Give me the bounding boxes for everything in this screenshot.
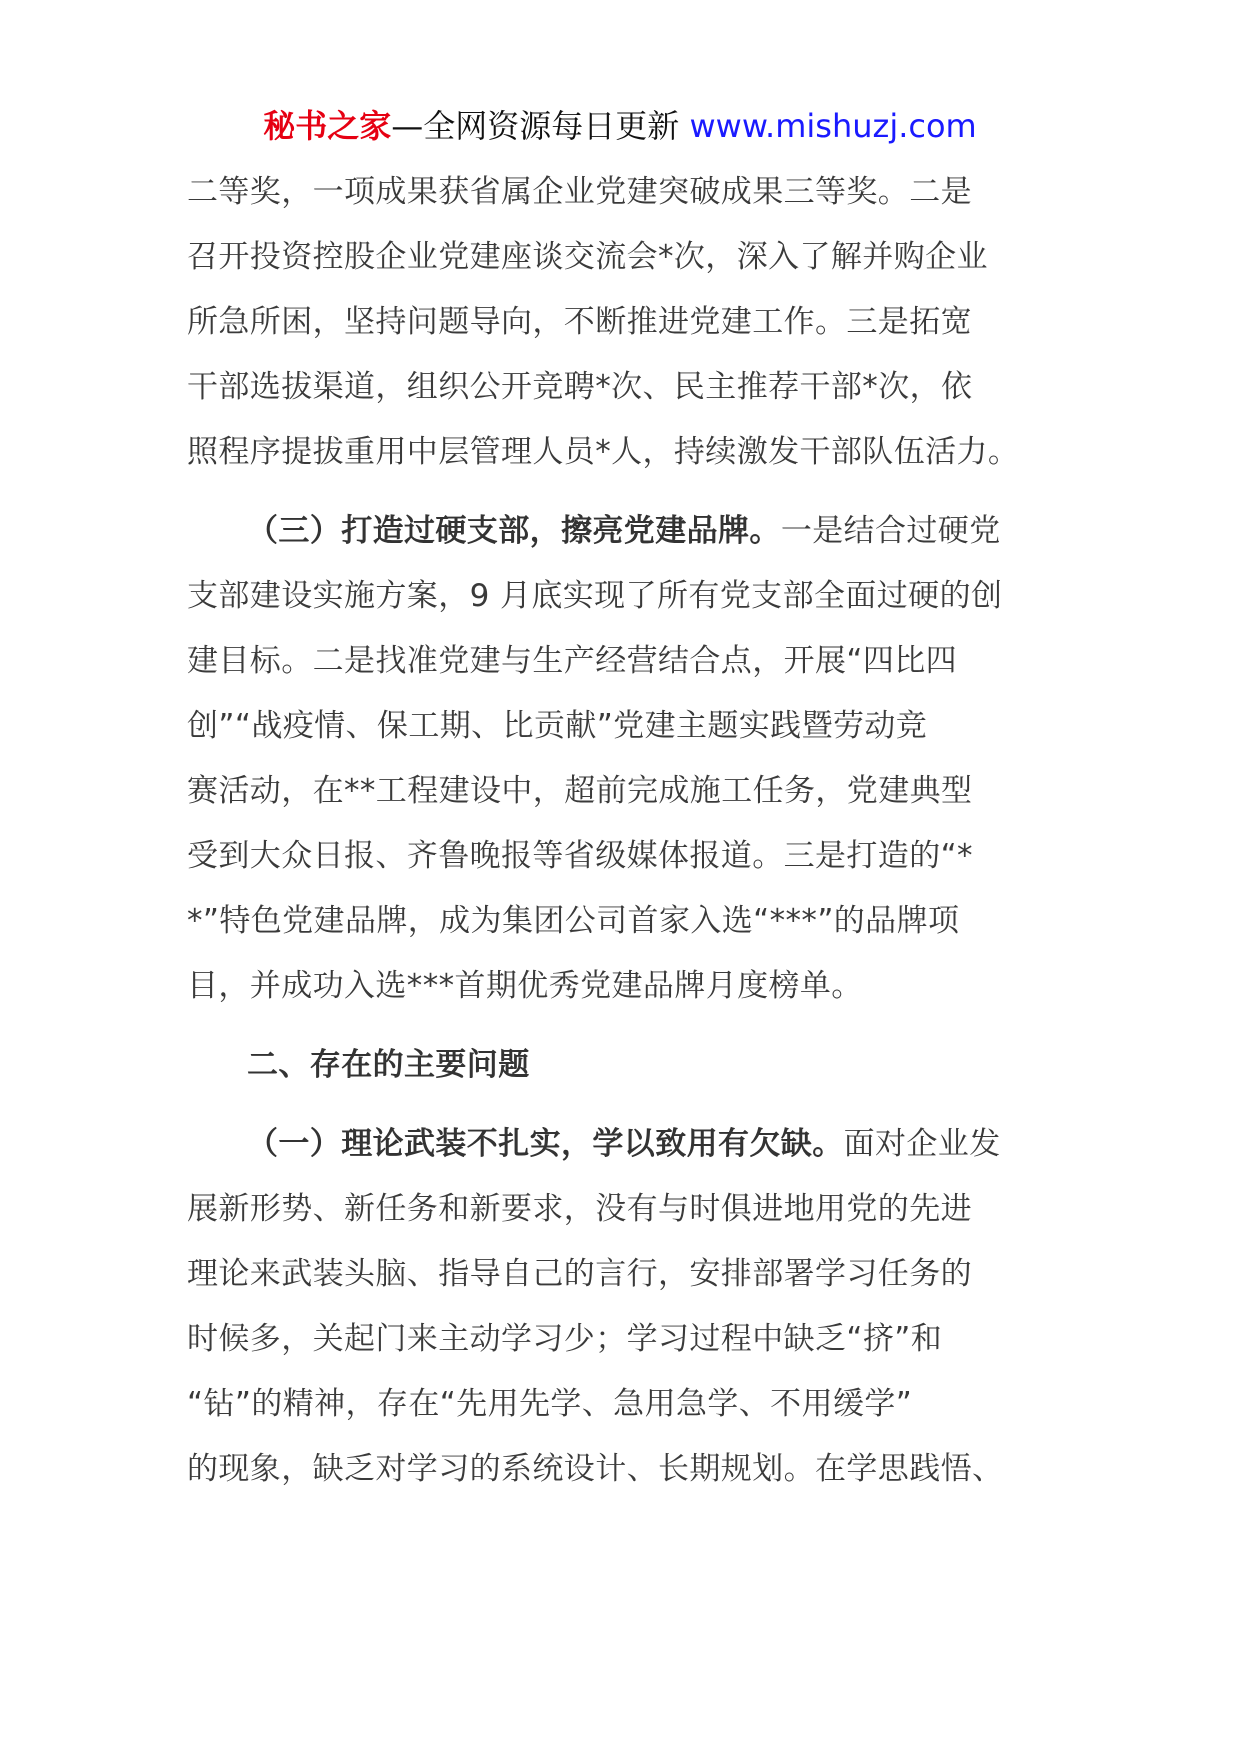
text-line: *”特色党建品牌，成为集团公司首家入选“***”的品牌项 <box>187 903 960 939</box>
text-run: 一是结合过硬党 <box>780 513 1001 549</box>
text-line: 时候多，关起门来主动学习少；学习过程中缺乏“挤”和 <box>187 1321 943 1357</box>
text-line: 二等奖，一项成果获省属企业党建突破成果三等奖。二是 <box>187 174 972 210</box>
site-header <box>0 104 1240 148</box>
header-slogan: —全网资源每日更新 <box>391 107 680 145</box>
brand-name: 秘书之家 <box>263 107 392 145</box>
text-line: 创”“战疫情、保工期、比贡献”党建主题实践暨劳动竞 <box>187 708 928 744</box>
paragraph-achievements <box>187 160 1057 485</box>
text-line: 召开投资控股企业党建座谈交流会*次，深入了解并购企业 <box>187 239 988 275</box>
paragraph-theory-study <box>187 1112 1057 1502</box>
text-run: 面对企业发 <box>843 1126 1001 1162</box>
document-body <box>187 160 1057 1502</box>
text-line: 理论来武装头脑、指导自己的言行，安排部署学习任务的 <box>187 1256 972 1292</box>
text-line: “钻”的精神，存在“先用先学、急用急学、不用缓学” <box>187 1386 913 1422</box>
section-heading: 二、存在的主要问题 <box>247 1047 530 1083</box>
text-line: 所急所困，坚持问题导向，不断推进党建工作。三是拓宽 <box>187 304 972 340</box>
paragraph-heading: （一）理论武装不扎实，学以致用有欠缺。 <box>247 1126 844 1162</box>
text-line: 支部建设实施方案，9 月底实现了所有党支部全面过硬的创 <box>187 578 1003 614</box>
text-line: 展新形势、新任务和新要求，没有与时俱进地用党的先进 <box>187 1191 972 1227</box>
text-line: 的现象，缺乏对学习的系统设计、长期规划。在学思践悟、 <box>187 1451 1004 1487</box>
site-url-link[interactable]: www.mishuzj.com <box>689 107 977 145</box>
text-line: 赛活动，在**工程建设中，超前完成施工任务，党建典型 <box>187 773 973 809</box>
text-line: 建目标。二是找准党建与生产经营结合点，开展“四比四 <box>187 643 958 679</box>
paragraph-branch-building <box>187 499 1057 1019</box>
text-line <box>187 1112 1057 1177</box>
text-line: 目，并成功入选***首期优秀党建品牌月度榜单。 <box>187 968 863 1004</box>
text-line: 受到大众日报、齐鲁晚报等省级媒体报道。三是打造的“* <box>187 838 973 874</box>
paragraph-heading: （三）打造过硬支部，擦亮党建品牌。 <box>247 513 781 549</box>
text-line: 干部选拔渠道，组织公开竞聘*次、民主推荐干部*次，依 <box>187 369 973 405</box>
text-line <box>187 499 1057 564</box>
text-line: 照程序提拔重用中层管理人员*人，持续激发干部队伍活力。 <box>187 434 1020 470</box>
